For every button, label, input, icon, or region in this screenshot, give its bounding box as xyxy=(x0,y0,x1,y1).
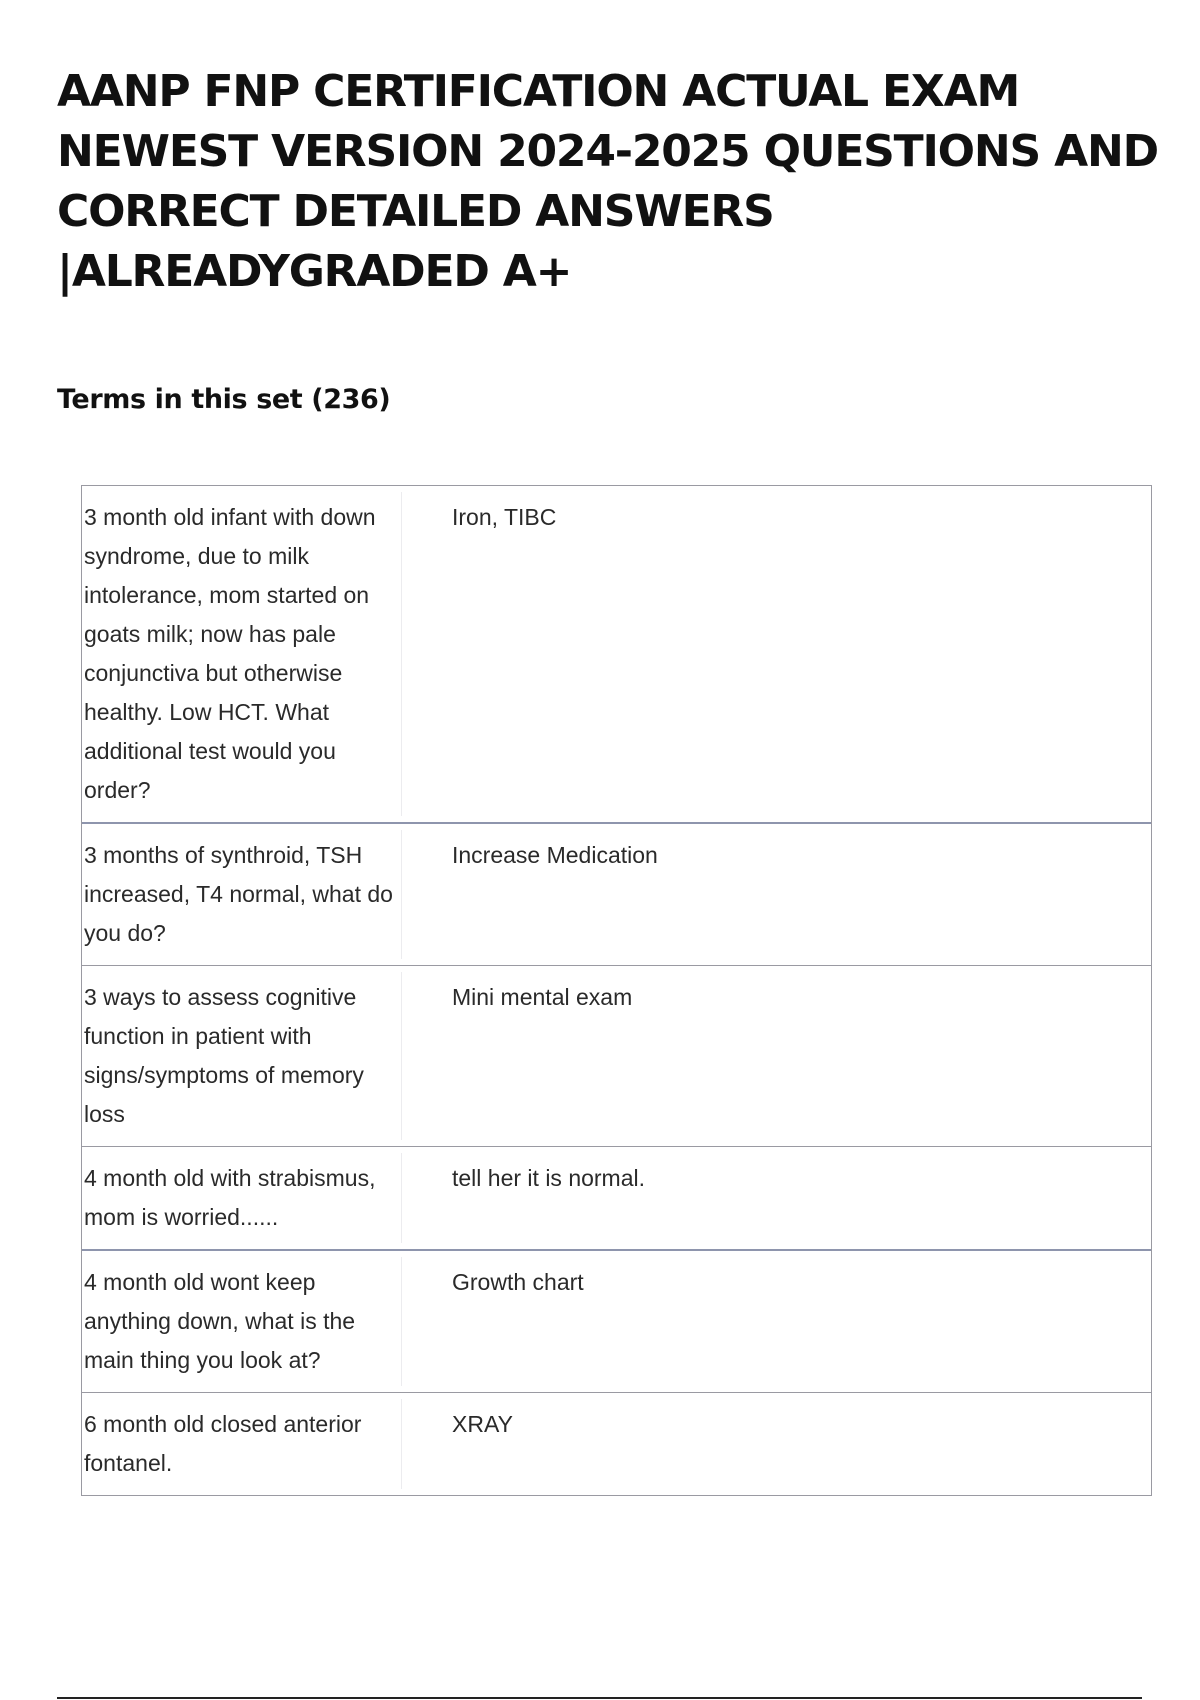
table-row xyxy=(82,965,1151,1146)
page-divider xyxy=(57,1697,1142,1699)
definition-text: Iron, TIBC xyxy=(452,504,557,530)
term-text: 3 month old infant with down syndrome, due to milk intolerance, mom started on goats milk; now has pale conjunctiva but otherwise healthy. Low HCT. What additional test would you order? xyxy=(82,492,402,816)
term-text: 4 month old with strabismus, mom is worried...... xyxy=(82,1153,402,1243)
document-title-line: AANP FNP CERTIFICATION ACTUAL EXAM xyxy=(57,66,1020,117)
term-text: 3 ways to assess cognitive function in patient with signs/symptoms of memory loss xyxy=(82,972,402,1140)
table-row xyxy=(82,1146,1151,1249)
document-title-line: CORRECT DETAILED ANSWERS xyxy=(57,186,774,237)
table-row xyxy=(82,822,1151,965)
definition-text: Increase Medication xyxy=(452,842,658,868)
document-title-line: |ALREADYGRADED A+ xyxy=(57,246,572,297)
document-title-line: NEWEST VERSION 2024-2025 QUESTIONS AND xyxy=(57,126,1158,177)
definition-text: Growth chart xyxy=(452,1269,584,1295)
table-row xyxy=(82,1392,1151,1495)
definition-text: tell her it is normal. xyxy=(452,1165,646,1191)
table-row xyxy=(82,1249,1151,1392)
term-text: 3 months of synthroid, TSH increased, T4 normal, what do you do? xyxy=(82,830,402,959)
term-text: 4 month old wont keep anything down, what is the main thing you look at? xyxy=(82,1257,402,1386)
terms-count-heading: Terms in this set (236) xyxy=(57,384,391,415)
definition-text: Mini mental exam xyxy=(452,984,633,1010)
terms-table xyxy=(81,485,1152,1496)
term-text: 6 month old closed anterior fontanel. xyxy=(82,1399,402,1489)
table-row xyxy=(82,486,1151,822)
document-title xyxy=(57,62,1157,302)
definition-text: XRAY xyxy=(452,1411,513,1437)
